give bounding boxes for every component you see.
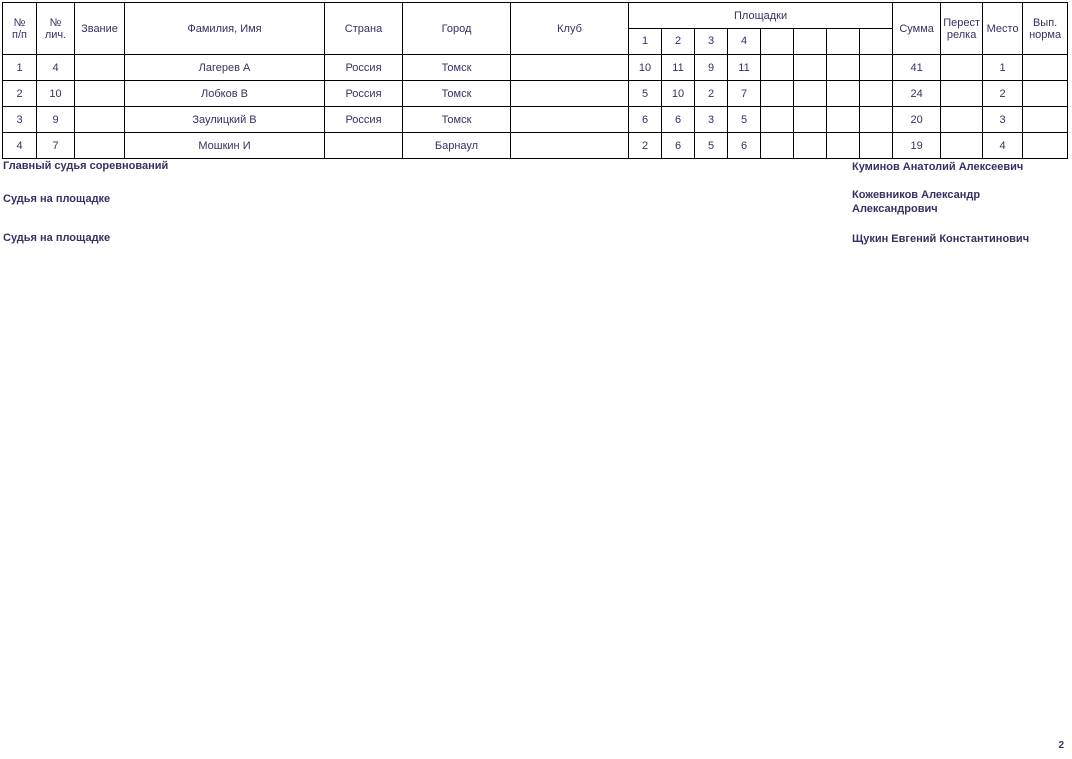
page-number: 2 [1058,740,1064,751]
cell-pad-2: 10 [662,81,695,107]
signatures-block [0,155,1072,252]
cell-place: 3 [983,107,1023,133]
header-pad-4: 4 [728,29,761,55]
table-header-row-1 [3,3,1068,29]
cell-country: Россия [325,55,403,81]
header-num-pp [3,3,37,55]
cell-pad-7 [827,107,860,133]
cell-pad-4: 6 [728,133,761,159]
cell-rank [75,55,125,81]
cell-sum: 20 [893,107,941,133]
cell-country: Россия [325,81,403,107]
table-row [3,107,1068,133]
signature-role: Судья на площадке [3,232,111,244]
cell-sum: 19 [893,133,941,159]
cell-city: Томск [403,107,511,133]
cell-pad-1: 10 [629,55,662,81]
cell-reshoot [941,81,983,107]
header-norm-line1: Вып. [1032,16,1058,29]
header-pad-7 [827,29,860,55]
cell-pad-8 [860,107,893,133]
cell-club [511,107,629,133]
cell-country: Россия [325,107,403,133]
cell-name: Лобков В [125,81,325,107]
cell-num-pp: 4 [3,133,37,159]
cell-pad-3: 3 [695,107,728,133]
cell-pad-3: 5 [695,133,728,159]
cell-reshoot [941,107,983,133]
cell-pad-5 [761,107,794,133]
cell-num-lic: 9 [37,107,75,133]
header-country: Страна [325,3,403,55]
cell-place: 4 [983,133,1023,159]
cell-norm [1023,107,1068,133]
cell-place: 1 [983,55,1023,81]
cell-city: Томск [403,81,511,107]
cell-pad-4: 7 [728,81,761,107]
signature-person: Щукин Евгений Константинович [852,233,1030,245]
table-row [3,81,1068,107]
cell-pad-5 [761,55,794,81]
header-sum: Сумма [893,3,941,55]
header-pad-5 [761,29,794,55]
header-pad-3: 3 [695,29,728,55]
header-pad-1: 1 [629,29,662,55]
signature-person: Кожевников Александр Александрович [852,189,981,215]
cell-num-pp: 2 [3,81,37,107]
header-reshoot-line2: релка [946,28,977,41]
signature-role: Судья на площадке [3,193,111,205]
cell-num-pp: 1 [3,55,37,81]
cell-name: Мошкин И [125,133,325,159]
results-table [2,2,1068,159]
cell-pad-2: 11 [662,55,695,81]
header-pad-6 [794,29,827,55]
header-num-pp-line2: п/п [12,28,27,41]
table-row [3,55,1068,81]
cell-pad-7 [827,55,860,81]
cell-sum: 41 [893,55,941,81]
header-num-pp-line1: № [13,16,26,29]
header-reshoot-line1: Перест [943,16,981,29]
cell-city: Томск [403,55,511,81]
cell-rank [75,81,125,107]
cell-num-lic: 4 [37,55,75,81]
signature-person: Куминов Анатолий Алексеевич [852,161,1024,173]
header-pad-2: 2 [662,29,695,55]
cell-name: Лагерев А [125,55,325,81]
cell-pad-1: 2 [629,133,662,159]
table-head [3,3,1068,55]
signature-row [0,222,1072,252]
header-pads: Площадки [629,3,893,29]
cell-place: 2 [983,81,1023,107]
cell-pad-2: 6 [662,133,695,159]
cell-club [511,55,629,81]
cell-pad-6 [794,55,827,81]
cell-norm [1023,55,1068,81]
signature-row [0,155,1072,188]
cell-pad-6 [794,107,827,133]
cell-norm [1023,81,1068,107]
cell-pad-6 [794,81,827,107]
header-rank: Звание [75,3,125,55]
cell-pad-4: 5 [728,107,761,133]
table-body [3,55,1068,159]
cell-club [511,81,629,107]
header-club: Клуб [511,3,629,55]
header-name: Фамилия, Имя [125,3,325,55]
header-pad-8 [860,29,893,55]
header-num-lic [37,3,75,55]
cell-sum: 24 [893,81,941,107]
cell-num-lic: 10 [37,81,75,107]
cell-city: Барнаул [403,133,511,159]
cell-pad-8 [860,55,893,81]
cell-num-pp: 3 [3,107,37,133]
cell-pad-5 [761,81,794,107]
cell-rank [75,107,125,133]
cell-name: Заулицкий В [125,107,325,133]
cell-pad-4: 11 [728,55,761,81]
header-num-lic-line2: лич. [44,28,67,41]
header-num-lic-line1: № [49,16,62,29]
signature-row [0,188,1072,222]
cell-pad-3: 9 [695,55,728,81]
cell-num-lic: 7 [37,133,75,159]
header-norm-line2: норма [1029,28,1062,41]
cell-reshoot [941,55,983,81]
cell-pad-8 [860,81,893,107]
header-norm [1023,3,1068,55]
header-city: Город [403,3,511,55]
cell-pad-1: 5 [629,81,662,107]
signature-role: Главный судья соревнований [3,160,169,172]
header-place: Место [983,3,1023,55]
cell-pad-2: 6 [662,107,695,133]
cell-pad-7 [827,81,860,107]
cell-pad-3: 2 [695,81,728,107]
cell-pad-1: 6 [629,107,662,133]
header-reshoot [941,3,983,55]
